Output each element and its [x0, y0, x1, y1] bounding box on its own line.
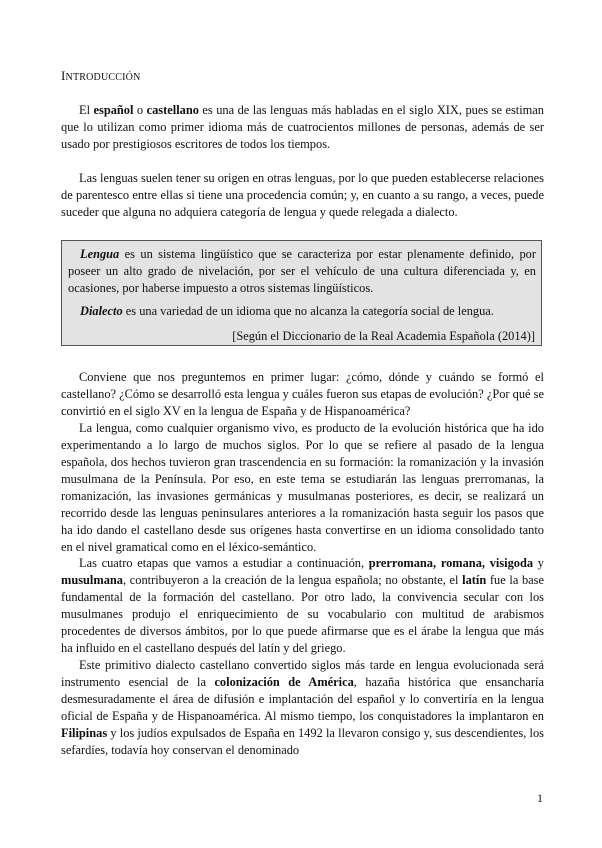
definition-lengua: Lengua es un sistema lingüístico que se caracteriza por estar plenamente definido, por poseer un alto grado de nivelación, por ser el vehículo de una cultura diferenciada y, en ocasiones, por haberse impuesto a otros sistemas lingüísticos.: [68, 247, 536, 295]
paragraph-origin: Las lenguas suelen tener su origen en otras lenguas, por lo que pueden establecerse relaciones de parentesco entre ellas si tiene una procedencia común; y, en cuanto a su rango, a veces, puede suceder que alguna no adquiera categoría de lengua y quede relegada a dialecto.: [61, 171, 544, 219]
definition-box: [61, 240, 542, 346]
paragraph-questions: Conviene que nos preguntemos en primer lugar: ¿cómo, dónde y cuándo se formó el castellano? ¿Cómo se desarrolló esta lengua y cuáles fueron sus etapas de evolución? ¿Por qué se convirtió en el siglo XV en la lengua de España y de Hispanoamérica?: [61, 370, 544, 418]
paragraph-stages: Las cuatro etapas que vamos a estudiar a continuación, prerromana, romana, visigoda y musulmana, contribuyeron a la creación de la lengua española; no obstante, el latín fue la base fundamental de la formación del castellano. Por otro lado, la convivencia secular con los musulmanes produjo el enriquecimiento de su vocabulario con multitud de arabismos procedentes de diversos ámbitos, por lo que puede afirmarse que es el árabe la lengua que más ha influido en el castellano después del latín y del griego.: [61, 556, 545, 655]
definition-dialecto: Dialecto es una variedad de un idioma que no alcanza la categoría social de lengua.: [80, 304, 494, 318]
paragraph-evolution: La lengua, como cualquier organismo vivo, es producto de la evolución histórica que ha ido experimentando a lo largo de muchos siglos. Por lo que se refiere al pasado de la lengua española, dos hechos tuvieron gran trascendencia en su formación: la romanización y la invasión musulmana de la Península. Por eso, en este tema se estudiarán las lenguas prerromanas, la romanización, las invasiones germánicas y musulmanas posteriores, es decir, se realizará un recorrido desde las lenguas peninsulares anteriores a la romanización hasta seguir los pasos que ha ido dando el castellano desde sus orígenes hasta convertirse en un idioma consolidado tanto en el nivel gramatical como en el léxico-semántico.: [61, 421, 544, 554]
section-heading: INTRODUCCIÓN: [61, 68, 141, 83]
definition-source: [Según el Diccionario de la Real Academia Española (2014)]: [232, 329, 535, 343]
paragraph-intro: El español o castellano es una de las lenguas más habladas en el siglo XIX, pues se estiman que lo utilizan como primer idioma más de cuatrocientos millones de personas, además de ser usado por prestigiosos escritores de todos los tiempos.: [61, 103, 545, 151]
page-number: 1: [537, 791, 543, 805]
paragraph-expansion: Este primitivo dialecto castellano convertido siglos más tarde en lengua evolucionada será instrumento esencial de la colonización de América, hazaña histórica que ensancharía desmesuradamente el área de difusión e implantación del español y lo convertiría en la lengua oficial de España y de Hispanoamérica. Al mismo tiempo, los conquistadores la implantaron en Filipinas y los judíos expulsados de España en 1492 la llevaron consigo y, sus descendientes, los sefardíes, todavía hoy conservan el denominado: [61, 658, 545, 757]
